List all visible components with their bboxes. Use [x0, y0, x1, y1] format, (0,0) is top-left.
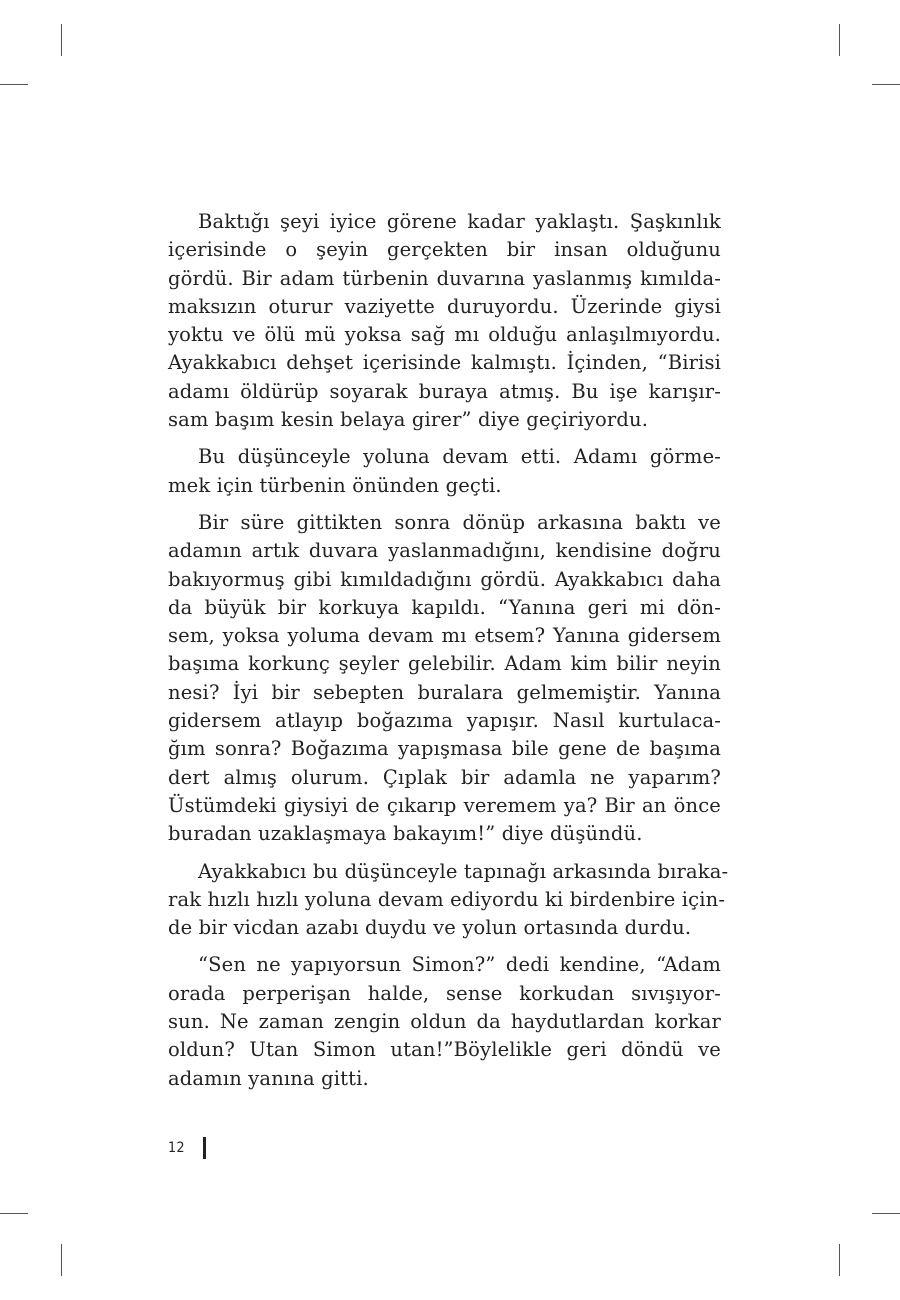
text-line: Ayakkabıcı bu düşünceyle tapınağı arkasında bıraka-: [198, 859, 729, 883]
text-line: da büyük bir korkuya kapıldı. “Yanına geri mi dön-: [168, 595, 721, 619]
text-line: oldun? Utan Simon utan!”Böylelikle geri döndü ve: [168, 1038, 721, 1062]
text-line: sem, yoksa yoluma devam mı etsem? Yanına gidersem: [168, 624, 721, 648]
text-line: Üstümdeki giysiyi de çıkarıp veremem ya? Bir an önce: [168, 793, 721, 817]
text-line: sam başım kesin belaya girer” diye geçiriyordu.: [168, 408, 649, 432]
text-line: Bu düşünceyle yoluna devam etti. Adamı görme-: [198, 445, 721, 469]
text-line: adamın yanına gitti.: [168, 1066, 369, 1090]
paragraph: [168, 951, 721, 1092]
text-line: maksızın oturur vaziyette duruyordu. Üzerinde giysi: [168, 294, 721, 318]
crop-mark-top-left-horizontal: [0, 84, 28, 85]
crop-mark-bottom-left-vertical: [61, 1244, 62, 1276]
page-footer: [168, 1137, 206, 1159]
text-line: içerisinde o şeyin gerçekten bir insan olduğunu: [168, 238, 721, 262]
text-line: Bir süre gittikten sonra dönüp arkasına baktı ve: [198, 510, 721, 534]
body-text: [168, 208, 729, 1102]
text-line: Baktığı şeyi iyice görene kadar yaklaştı. Şaşkınlık: [198, 210, 721, 233]
text-line: Ayakkabıcı dehşet içerisinde kalmıştı. İçinden, “Birisi: [168, 351, 721, 375]
text-line: sun. Ne zaman zengin oldun da haydutlardan korkar: [168, 1010, 721, 1034]
text-line: de bir vicdan azabı duydu ve yolun ortasında durdu.: [168, 916, 692, 940]
text-line: nesi? İyi bir sebepten buralara gelmemiştir. Yanına: [168, 680, 721, 704]
paragraph: [168, 208, 721, 434]
text-line: yoktu ve ölü mü yoksa sağ mı olduğu anlaşılmıyordu.: [168, 323, 721, 347]
text-line: adamın artık duvara yaslanmadığını, kendisine doğru: [168, 539, 721, 563]
folio-rule: [203, 1137, 206, 1159]
text-line: gidersem atlayıp boğazıma yapışır. Nasıl kurtulaca-: [168, 709, 721, 733]
text-line: başıma korkunç şeyler gelebilir. Adam kim bilir neyin: [168, 652, 721, 676]
text-line: adamı öldürüp soyarak buraya atmış. Bu işe karışır-: [168, 379, 721, 403]
paragraph: [168, 858, 729, 943]
text-line: “Sen ne yapıyorsun Simon?” dedi kendine, “Adam: [198, 953, 721, 977]
text-line: bakıyormuş gibi kımıldadığını gördü. Ayakkabıcı daha: [168, 567, 721, 591]
text-line: ğım sonra? Boğazıma yapışmasa bile gene de başıma: [168, 737, 721, 761]
text-line: dert almış olurum. Çıplak bir adamla ne yaparım?: [168, 765, 721, 789]
crop-mark-bottom-right-vertical: [839, 1244, 840, 1276]
text-line: orada perperişan halde, sense korkudan sıvışıyor-: [168, 981, 721, 1005]
crop-mark-top-left-vertical: [61, 24, 62, 56]
crop-mark-bottom-left-horizontal: [0, 1213, 28, 1214]
paragraph: [168, 509, 721, 849]
text-line: buradan uzaklaşmaya bakayım!” diye düşündü.: [168, 822, 643, 846]
crop-mark-top-right-horizontal: [872, 84, 900, 85]
text-line: mek için türbenin önünden geçti.: [168, 473, 502, 497]
page-number: 12: [168, 1140, 186, 1156]
paragraph: [168, 443, 721, 500]
text-line: rak hızlı hızlı yoluna devam ediyordu ki birdenbire için-: [168, 887, 726, 911]
crop-mark-top-right-vertical: [839, 24, 840, 56]
text-line: gördü. Bir adam türbenin duvarına yaslanmış kımılda-: [168, 266, 721, 290]
crop-mark-bottom-right-horizontal: [872, 1213, 900, 1214]
